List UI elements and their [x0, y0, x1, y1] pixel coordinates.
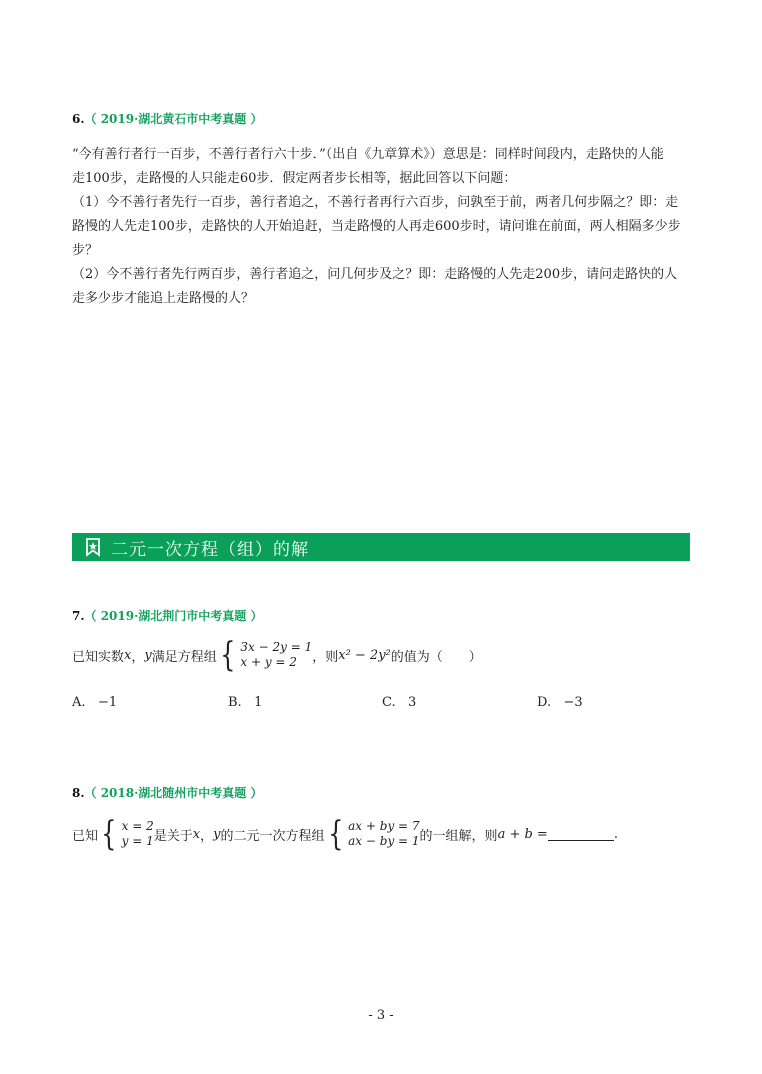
left-brace-icon: {: [327, 814, 343, 854]
q8-solution: y = 1: [121, 834, 154, 848]
q7-stem-text: 的值为（ ）: [390, 649, 482, 665]
q7-equation: x + y = 2: [240, 655, 297, 669]
q8-separator: ，: [200, 828, 214, 844]
q7-var-x: x: [124, 647, 132, 663]
q6-line: （2）今不善行者先行两百步，善行者追之，问几何步及之？即：走路慢的人先走200步，请问走路快的人: [72, 267, 678, 282]
choice-value: 3: [408, 695, 417, 710]
q7-separator: ，: [131, 649, 145, 665]
q8-stem: [72, 814, 618, 854]
page-number: - 3 -: [368, 1008, 394, 1023]
q7-stem-text: 已知实数: [72, 649, 125, 665]
q6-line: 步？: [72, 243, 99, 258]
q8-stem-text: 已知: [72, 828, 99, 844]
q7-choice-c: [382, 695, 416, 710]
q6-header: [72, 110, 262, 127]
q7-choice-a: [72, 695, 117, 710]
q6-line: 路慢的人先走100步，走路快的人开始追赶，当走路慢的人再走600步时，请问谁在前面，两人相隔多少步: [72, 219, 681, 234]
q8-equation-system: [325, 814, 420, 854]
q8-number: 8.: [72, 786, 85, 800]
q7-stem-text: 满足方程组: [151, 649, 217, 665]
section-header: [72, 533, 690, 561]
answer-blank[interactable]: [548, 828, 614, 841]
q8-expression: a + b =: [497, 826, 548, 842]
q6-source: （ 2019·湖北黄石市中考真题 ）: [84, 112, 263, 126]
q7-header: [72, 607, 262, 624]
q8-stem-text: 的二元一次方程组: [220, 828, 325, 844]
q7-stem: [72, 635, 482, 675]
q6-number: 6.: [72, 112, 85, 126]
left-brace-icon: {: [101, 814, 117, 854]
q8-stem-text: 的一组解，则: [419, 828, 498, 844]
q7-expression: x² − 2y²: [338, 647, 391, 663]
choice-value: 1: [254, 695, 263, 710]
q7-equation: 3x − 2y = 1: [240, 640, 313, 654]
left-brace-icon: {: [219, 635, 236, 675]
q8-stem-text: 是关于: [153, 828, 193, 844]
choice-label: B.: [228, 695, 242, 710]
q6-line: “今有善行者行一百步，不善行者行六十步．”（出自《九章算术》）意思是：同样时间段内，走路快的人能: [72, 147, 664, 162]
q8-end: .: [613, 826, 618, 842]
q6-line: 走多少步才能追上走路慢的人？: [72, 291, 255, 306]
q7-number: 7.: [72, 609, 85, 623]
q8-equation: ax − by = 1: [348, 834, 420, 848]
q6-body: [72, 143, 712, 311]
bookmark-star-icon: [83, 537, 103, 557]
choice-value: −3: [563, 695, 583, 710]
q8-var-y: y: [213, 826, 221, 842]
q7-equation-system: [217, 635, 313, 675]
q7-choice-b: [228, 695, 262, 710]
q8-header: [72, 784, 262, 801]
choice-value: −1: [97, 695, 118, 710]
q7-choice-d: [537, 695, 583, 710]
choice-label: D.: [537, 695, 552, 710]
q7-stem-text: ，则: [312, 649, 339, 665]
q7-source: （ 2019·湖北荆门市中考真题 ）: [84, 609, 263, 623]
q6-line: 走100步，走路慢的人只能走60步．假定两者步长相等，据此回答以下问题：: [72, 171, 517, 186]
q8-var-x: x: [192, 826, 201, 842]
choice-label: C.: [382, 695, 396, 710]
q6-line: （1）今不善行者先行一百步，善行者追之，不善行者再行六百步，问孰至于前，两者几何步隔之？即：走: [72, 195, 679, 210]
q8-equation: ax + by = 7: [348, 819, 420, 833]
section-title: 二元一次方程（组）的解: [111, 539, 309, 560]
q8-solution-system: [98, 814, 154, 854]
q8-source: （ 2018·湖北随州市中考真题 ）: [84, 786, 263, 800]
q8-solution: x = 2: [121, 819, 154, 833]
q7-var-y: y: [144, 647, 152, 663]
choice-label: A.: [72, 695, 86, 710]
